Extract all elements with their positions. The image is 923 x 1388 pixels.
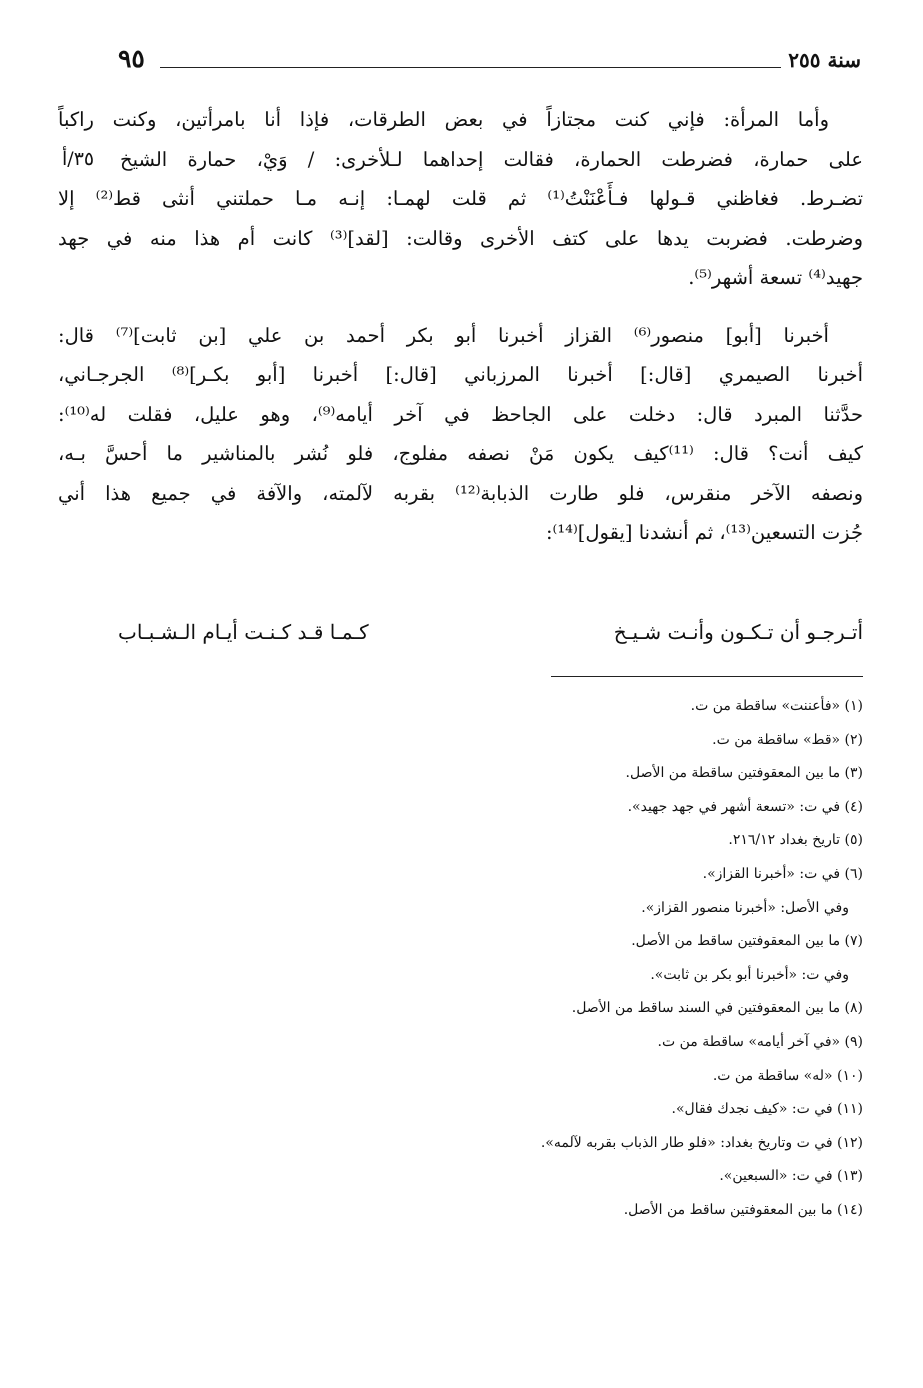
footnote-item: (٨) ما بين المعقوفتين في السند ساقط من الأصل.	[571, 1000, 863, 1017]
paragraph-2-line: أخبرنا [أبو] منصور⁽⁶⁾ القزاز أخبرنا أبو بكر أحمد بن علي [بن ثابت]⁽⁷⁾ قال:	[58, 323, 829, 347]
footnote-continuation: وفي الأصل: «أخبرنا منصور القزاز».	[641, 899, 849, 916]
manuscript-folio-marker: ٣٥/أ	[62, 148, 95, 170]
paragraph-1-line: وأما المرأة: فإني كنت مجتازاً في بعض الطرقات، فإذا أنا بامرأتين، وكنت راكباً	[58, 108, 829, 131]
paragraph-2-line: كيف أنت؟ قال: ⁽¹¹⁾كيف يكون مَنْ نصفه مفلوج، فلو نُشر بالمناشير ما أحسَّ بـه،	[58, 442, 863, 465]
footnote-item: (٤) في ت: «تسعة أشهر في جهد جهيد».	[627, 798, 863, 815]
footnote-item: (٧) ما بين المعقوفتين ساقط من الأصل.	[631, 933, 863, 950]
footnotes	[58, 690, 863, 1228]
footnote-item: (١٤) ما بين المعقوفتين ساقط من الأصل.	[623, 1201, 863, 1218]
running-header-year: سنة ٢٥٥	[788, 48, 861, 72]
header-rule	[160, 67, 781, 68]
footnote-item: (١١) في ت: «كيف نجدك فقال».	[671, 1101, 863, 1118]
page-number: ٩٥	[118, 44, 145, 73]
verse-second-hemistich: كـمـا قـد كـنـت أيـام الـشـبـاب	[118, 620, 369, 644]
footnote-item: (٣) ما بين المعقوفتين ساقطة من الأصل.	[625, 765, 863, 782]
footnote-separator	[551, 676, 863, 677]
paragraph-1-line: تضـرط. فغاظني قـولها فـأَعْنَنْتُ⁽¹⁾ ثم قلت لهمـا: إنـه مـا حملتني أنثى قط⁽²⁾ إلا	[58, 187, 863, 210]
paragraph-2-line: حدَّثنا المبرد قال: دخلت على الجاحظ في آخر أيامه⁽⁹⁾، وهو عليل، فقلت له⁽¹⁰⁾:	[58, 402, 863, 426]
verse-first-hemistich: أتـرجـو أن تـكـون وأنـت شـيـخ	[613, 620, 863, 644]
footnote-continuation: وفي ت: «أخبرنا أبو بكر بن ثابت».	[650, 966, 849, 983]
footnote-item: (٥) تاريخ بغداد ٢١٦/١٢.	[728, 832, 863, 849]
paragraph-gap	[58, 298, 863, 316]
paragraph-1-line: جهيد⁽⁴⁾ تسعة أشهر⁽⁵⁾.	[688, 266, 863, 289]
paragraph-1-line: وضرطت. فضربت يدها على كتف الأخرى وقالت: [لقد]⁽³⁾ كانت أم هذا منه في جهد	[58, 226, 863, 250]
footnote-item: (٦) في ت: «أخبرنا القزاز».	[702, 865, 863, 882]
paragraph-2-line: ونصفه الآخر منقرس، فلو طارت الذبابة⁽¹²⁾ بقربه لآلمته، والآفة في جميع هذا أني	[58, 481, 863, 505]
main-text	[58, 100, 863, 553]
poem-verse	[118, 612, 863, 652]
footnote-item: (١٢) في ت وتاريخ بغداد: «فلو طار الذباب بقربه لآلمه».	[540, 1134, 863, 1151]
footnote-item: (١٣) في ت: «السبعين».	[719, 1168, 863, 1185]
footnote-item: (١) «فأعننت» ساقطة من ت.	[690, 698, 863, 714]
paragraph-2-line: أخبرنا الصيمري [قال:] أخبرنا المرزباني [قال:] أخبرنا [أبو بكـر]⁽⁸⁾ الجرجـاني،	[58, 363, 863, 386]
footnote-item: (٢) «قط» ساقطة من ت.	[712, 731, 863, 748]
footnote-item: (٩) «في آخر أيامه» ساقطة من ت.	[657, 1033, 863, 1050]
paragraph-2-line: جُزت التسعين⁽¹³⁾، ثم أنشدنا [يقول]⁽¹⁴⁾:	[545, 521, 863, 544]
paragraph-1-line: على حمارة، فضرطت الحمارة، فقالت إحداهما لـلأخرى: / وَيْ، حمارة الشيخ	[120, 147, 863, 171]
footnote-item: (١٠) «له» ساقطة من ت.	[712, 1067, 863, 1084]
